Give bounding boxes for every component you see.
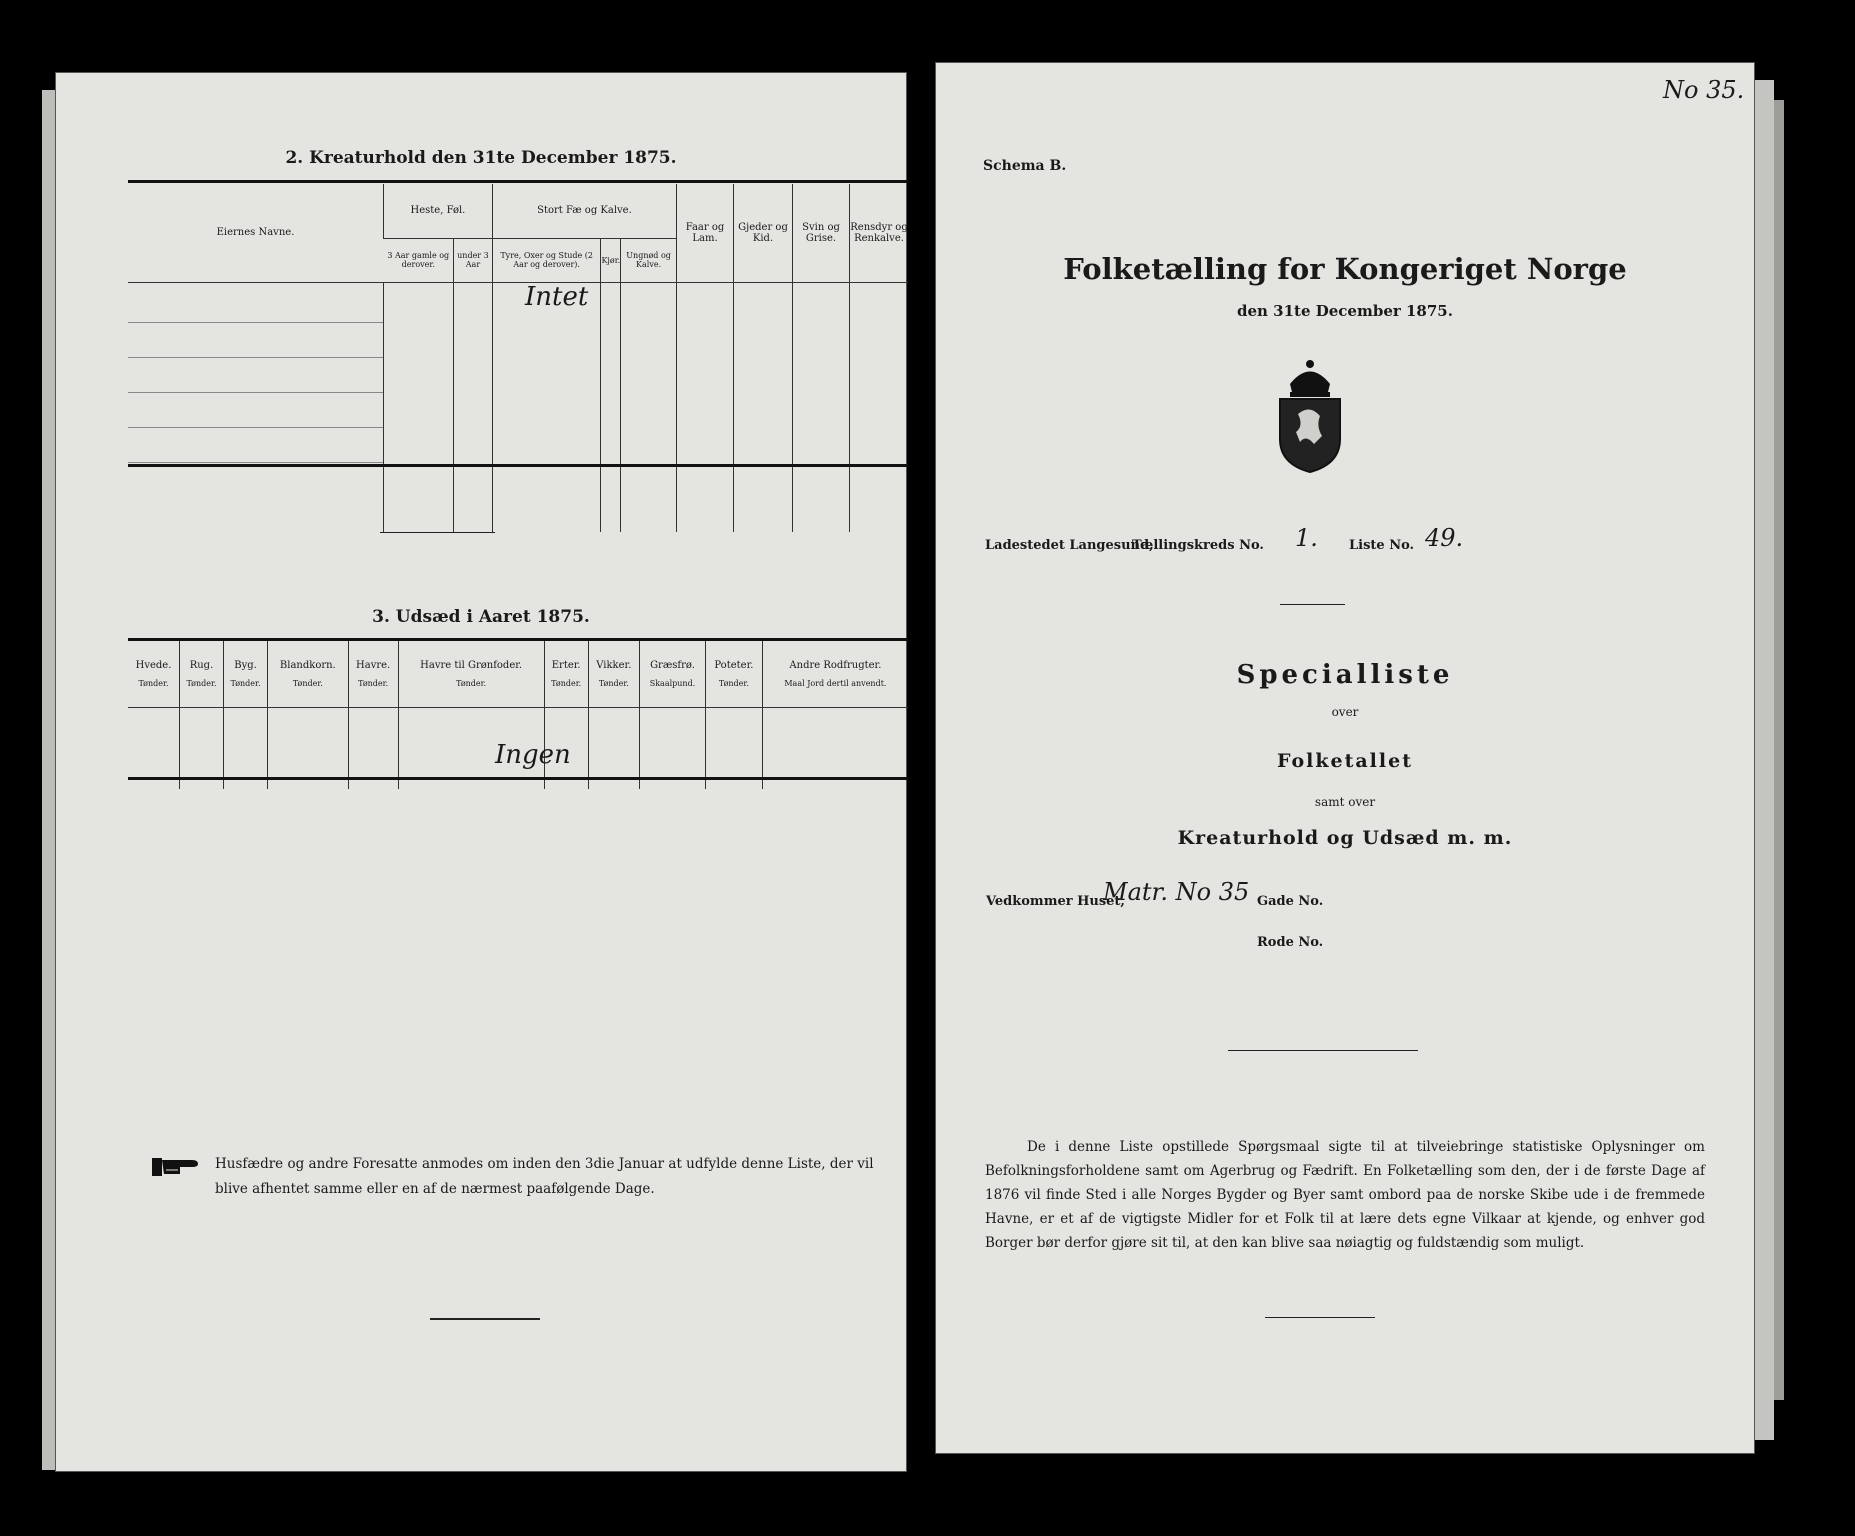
crop-header-unit: Skaalpund.	[649, 678, 696, 688]
header-svin: Svin og Grise.	[793, 184, 850, 282]
ladestedet-label: Ladestedet Langesund,	[985, 538, 1154, 553]
notice-text: Husfædre og andre Foresatte anmodes om inden den 3die Januar at udfylde denne Liste, der vil blive afhentet samme eller en af de nærmest paafølgende Dage.	[215, 1156, 874, 1197]
right-divider-3	[1265, 1317, 1375, 1318]
crop-header-unit: Tønder.	[358, 678, 389, 688]
header-rensdyr: Rensdyr og Renkalve.	[850, 184, 909, 282]
crop-header-name: Erter.	[551, 659, 581, 671]
left-page	[55, 72, 907, 1472]
folketallet-text: Folketallet	[1277, 750, 1413, 772]
header-heste-sub2: under 3 Aar	[454, 238, 493, 282]
schema-label: Schema B.	[983, 158, 1067, 174]
liste-label: Liste No.	[1349, 538, 1415, 553]
crop-header-unit: Tønder.	[718, 678, 749, 688]
right-divider-2	[1228, 1050, 1418, 1051]
corner-number: No 35.	[1663, 76, 1745, 104]
crop-header-cell	[762, 641, 908, 707]
over-text-1: over	[1331, 705, 1359, 719]
livestock-bottom-rule	[128, 464, 908, 467]
pointing-hand-icon	[150, 1154, 200, 1180]
crop-header-unit: Tønder.	[598, 678, 629, 688]
main-title: Folketælling for Kongeriget Norge	[1063, 252, 1627, 286]
section2-title: 2. Kreaturhold den 31te December 1875.	[285, 148, 677, 168]
crop-header-cell	[639, 641, 705, 707]
kreds-value: 1.	[1295, 524, 1318, 552]
crop-header-name: Hvede.	[135, 659, 172, 671]
coat-of-arms-icon	[1270, 354, 1350, 474]
crop-header-unit: Maal Jord dertil anvendt.	[784, 678, 887, 688]
row-line-2	[128, 357, 383, 358]
crop-header-name: Vikker.	[596, 659, 632, 671]
crop-header-cell	[128, 641, 179, 707]
header-gjeder: Gjeder og Kid.	[734, 184, 793, 282]
header-stort-sub1: Tyre, Oxer og Stude (2 Aar og derover).	[492, 238, 601, 282]
crop-header-cell	[179, 641, 223, 707]
crop-header-unit: Tønder.	[292, 678, 323, 688]
crop-header-cell	[398, 641, 544, 707]
crop-header-name: Rug.	[189, 659, 214, 671]
main-date: den 31te December 1875.	[1237, 302, 1453, 320]
divider-bottom	[430, 1318, 540, 1320]
header-heste-sub1: 3 Aar gamle og derover.	[387, 251, 450, 269]
header-stort-sub2: Kjør.	[601, 238, 621, 282]
row-line-4	[128, 427, 383, 428]
header-stort: Stort Fæ og Kalve.	[492, 184, 676, 238]
right-divider-1	[1280, 604, 1345, 605]
gade-label: Gade No.	[1257, 894, 1324, 909]
table-top-rule	[128, 180, 908, 183]
kreds-label: Tællingskreds No.	[1132, 538, 1264, 553]
crop-bottom-rule	[128, 777, 908, 780]
header-faar: Faar og Lam.	[677, 184, 734, 282]
right-page	[935, 62, 1755, 1454]
header-stort-sub3: Ungnød og Kalve.	[621, 238, 677, 282]
row-line-5	[128, 462, 383, 463]
header-owner: Eiernes Navne.	[216, 227, 295, 239]
livestock-table	[128, 184, 908, 532]
page-edge-right-2	[1774, 100, 1784, 1400]
crop-header-unit: Tønder.	[186, 678, 217, 688]
crop-header-name: Poteter.	[714, 659, 754, 671]
rode-label: Rode No.	[1257, 935, 1324, 950]
crop-header-cell	[705, 641, 762, 707]
crop-header-name: Havre.	[356, 659, 391, 671]
specialliste-heading: Specialliste	[1236, 660, 1454, 690]
explanation-paragraph: De i denne Liste opstillede Spørgsmaal sigte til at tilveiebringe statistiske Oplysninger om Befolkningsforholdene samt om Agerbrug og Fædrift. En Folketælling som den, der i de første Dage af 1876 vil finde Sted i alle Norges Bygder og Byer samt ombord paa de norske Skibe ude i de fremmede Havne, er et af de vigtigste Midler for et Folk til at lære dets egne Vilkaar at kjende, og enhver god Borger bør derfor gjøre sit til, at den kan blive saa nøiagtig og fuldstændig som muligt.	[985, 1139, 1705, 1251]
crop-header-name: Græsfrø.	[650, 659, 695, 671]
section3-title: 3. Udsæd i Aaret 1875.	[372, 607, 590, 627]
row-line-3	[128, 392, 383, 393]
crop-header-cell	[224, 641, 268, 707]
crop-header-name: Blandkorn.	[279, 659, 336, 671]
divider-short	[380, 532, 495, 533]
kreaturhold-text: Kreaturhold og Udsæd m. m.	[1177, 827, 1513, 849]
samt-over-text: samt over	[1314, 795, 1376, 809]
row-line-1	[128, 322, 383, 323]
header-heste: Heste, Føl.	[384, 184, 493, 238]
liste-value: 49.	[1425, 524, 1464, 552]
livestock-body-row	[128, 282, 908, 532]
crop-header-unit: Tønder.	[456, 678, 487, 688]
crop-header-cell	[588, 641, 639, 707]
crop-header-unit: Tønder.	[230, 678, 261, 688]
crop-header-name: Andre Rodfrugter.	[789, 659, 882, 671]
crop-header-name: Byg.	[234, 659, 257, 671]
crop-header-cell	[348, 641, 398, 707]
crop-header-unit: Tønder.	[138, 678, 169, 688]
crop-header-cell	[268, 641, 349, 707]
livestock-entry-handwriting: Intet	[525, 282, 589, 312]
crop-entry-handwriting: Ingen	[495, 740, 571, 770]
crop-header-unit: Tønder.	[551, 678, 582, 688]
crop-header-cell	[544, 641, 588, 707]
vedkommer-label: Vedkommer Huset,	[986, 894, 1125, 909]
vedkommer-value: Matr. No 35	[1103, 878, 1250, 906]
page-edge-right	[1752, 80, 1774, 1440]
crop-header-name: Havre til Grønfoder.	[420, 659, 523, 671]
